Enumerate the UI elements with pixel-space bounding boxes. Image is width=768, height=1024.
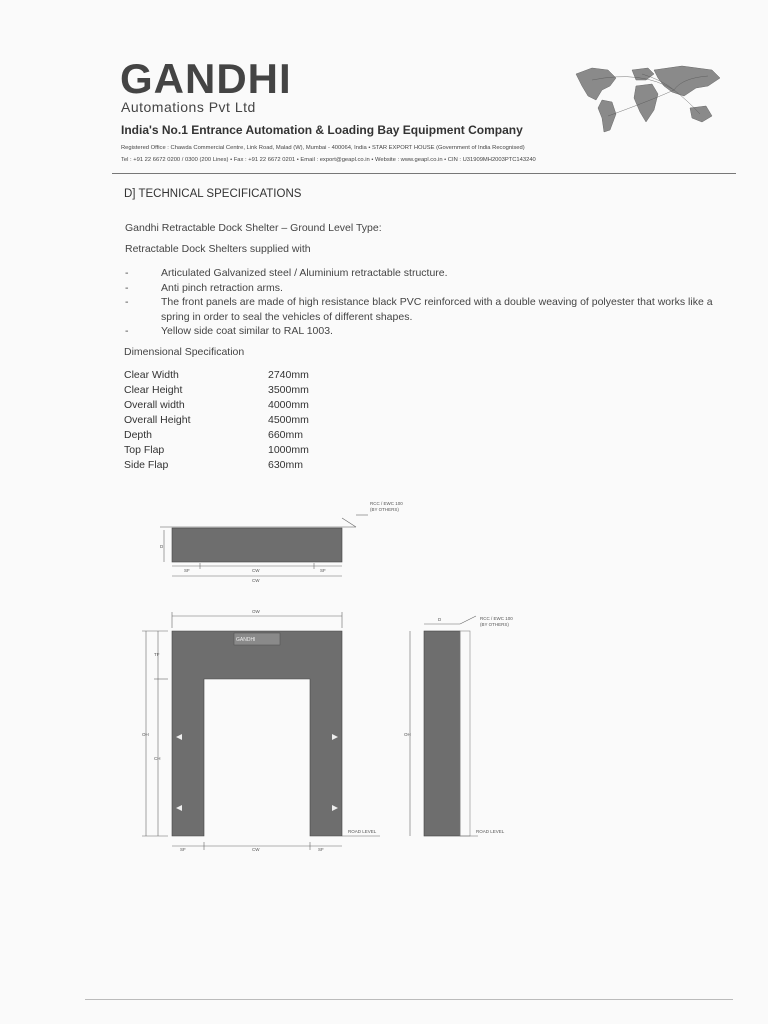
- depth-label: D: [160, 544, 164, 549]
- road-level-label: ROAD LEVEL: [476, 829, 505, 834]
- rcc-label: (BY OTHERS): [370, 507, 399, 512]
- supplied-with-heading: Retractable Dock Shelters supplied with: [125, 243, 311, 255]
- footer-rule: [85, 999, 733, 1000]
- depth-label: D: [438, 617, 442, 622]
- company-name: Automations Pvt Ltd: [121, 99, 256, 115]
- dimension-row: Clear Height 3500mm: [124, 384, 309, 396]
- sf-label: SF: [180, 847, 186, 852]
- dimension-row: Overall Height 4500mm: [124, 414, 309, 426]
- product-title: Gandhi Retractable Dock Shelter – Ground Level Type:: [125, 222, 382, 234]
- dimension-row: Overall width 4000mm: [124, 399, 309, 411]
- ch-label: CH: [154, 756, 161, 761]
- sf-label: SF: [184, 568, 190, 573]
- side-view-shelter: [424, 631, 460, 836]
- contact-details: Tel : +91 22 6672 0200 / 0300 (200 Lines) • Fax : +91 22 6672 0201 • Email : export@geapl.co.in • Website : www.geapl.co.in • CIN : U31909MH2003PTC143240: [121, 157, 536, 163]
- sf-label: SF: [318, 847, 324, 852]
- rcc-label: RCC / EWC 100: [480, 616, 513, 621]
- sf-label: SF: [320, 568, 326, 573]
- company-tagline: India's No.1 Entrance Automation & Loading Bay Equipment Company: [121, 123, 523, 137]
- ow-label: OW: [252, 609, 260, 614]
- tf-label: TF: [154, 652, 160, 657]
- top-view-shelter: [172, 528, 342, 562]
- front-view-shelter: [172, 631, 342, 836]
- dimension-row: Depth 660mm: [124, 429, 304, 441]
- road-level-label: ROAD LEVEL: [348, 829, 377, 834]
- oh-label: OH: [404, 732, 411, 737]
- ow-label: CW: [252, 578, 260, 583]
- rcc-label: RCC / EWC 100: [370, 501, 403, 506]
- list-item: - Articulated Galvanized steel / Aluminium retractable structure.: [125, 267, 448, 279]
- rcc-label: (BY OTHERS): [480, 622, 509, 627]
- section-title: D] TECHNICAL SPECIFICATIONS: [124, 188, 302, 200]
- registered-office: Registered Office : Chawda Commercial Centre, Link Road, Malad (W), Mumbai - 400064, India • STAR EXPORT HOUSE (Government of India Recognised): [121, 145, 525, 151]
- list-item: - Anti pinch retraction arms.: [125, 281, 283, 294]
- dimension-row: Clear Width 2740mm: [124, 369, 309, 381]
- list-item: - The front panels are made of high resistance black PVC reinforced with a double weaving of polyester that works like a spring in order to seal the vehicles of different shapes.: [125, 296, 713, 323]
- list-item: - Yellow side coat similar to RAL 1003.: [125, 325, 333, 337]
- dimension-row: Top Flap 1000mm: [124, 444, 309, 456]
- oh-label: OH: [142, 732, 149, 737]
- company-logo: GANDHI: [120, 55, 292, 102]
- panel-logo: GANDHI: [236, 637, 256, 643]
- cw-label: CW: [252, 847, 260, 852]
- dimension-row: Side Flap 630mm: [124, 459, 304, 471]
- cw-label: CW: [252, 568, 260, 573]
- dimensional-title: Dimensional Specification: [124, 346, 245, 358]
